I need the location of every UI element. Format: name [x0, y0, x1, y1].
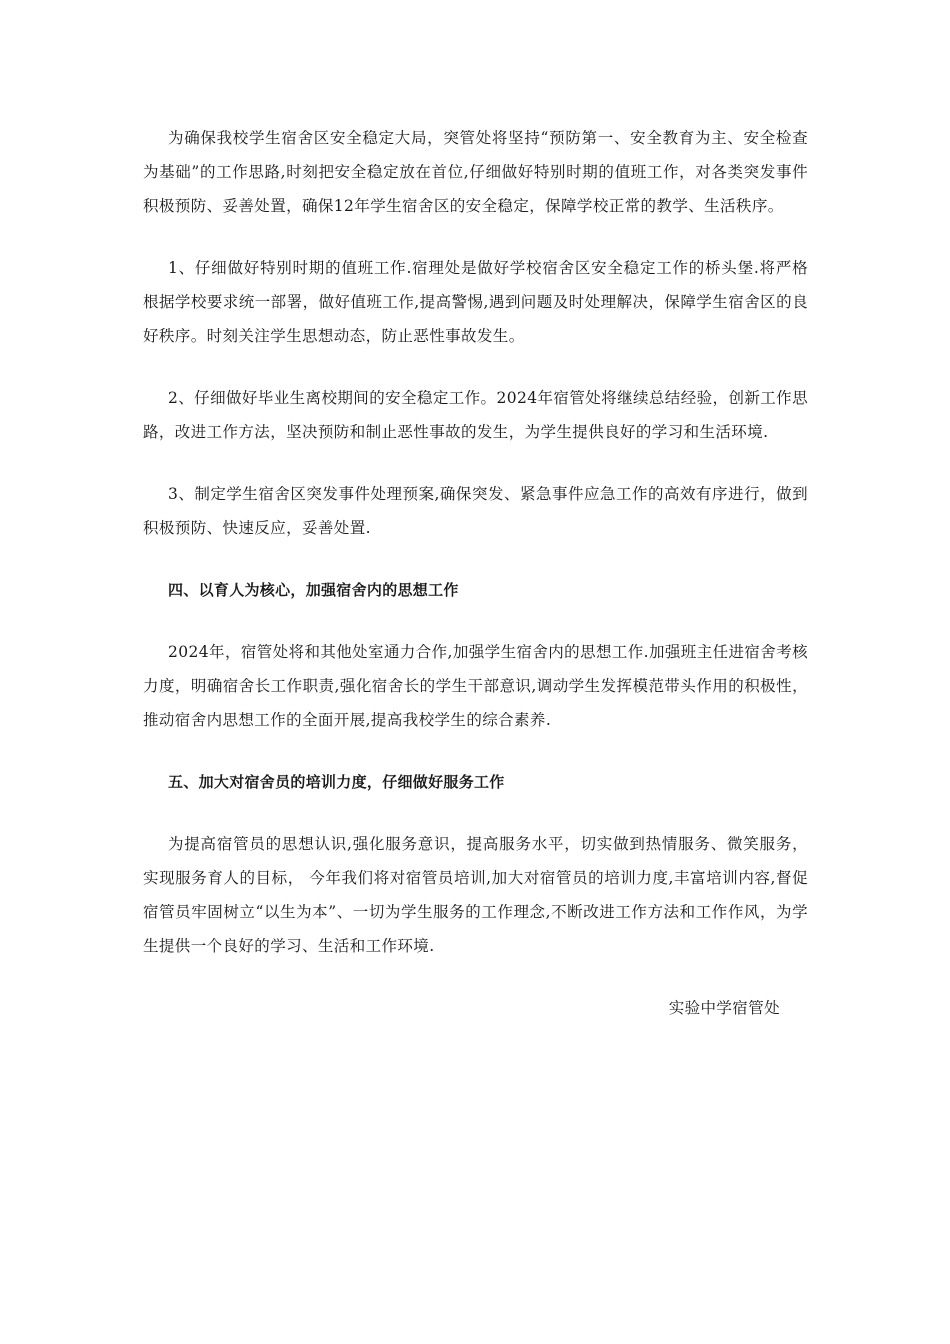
- item-1-paragraph: 1、仔细做好特别时期的值班工作.宿理处是做好学校宿舍区安全稳定工作的桥头堡.将严格根据学校要求统一部署，做好值班工作,提高警惕,遇到问题及时处理解决，保障学生宿舍区的良好秩序。时刻关注学生思想动态，防止恶性事故发生。: [143, 259, 808, 345]
- intro-paragraph: 为确保我校学生宿舍区安全稳定大局，突管处将坚持“预防第一、安全教育为主、安全检查为基础”的工作思路,时刻把安全稳定放在首位,仔细做好特别时期的值班工作，对各类突发事件积极预防、妥善处置，确保12年学生宿舍区的安全稳定，保障学校正常的教学、生活秩序。: [143, 129, 808, 215]
- item-3-paragraph: 3、制定学生宿舍区突发事件处理预案,确保突发、紧急事件应急工作的高效有序进行，做到积极预防、快速反应，妥善处置.: [143, 485, 808, 537]
- item-2-paragraph: 2、仔细做好毕业生离校期间的安全稳定工作。2024年宿管处将继续总结经验，创新工作思路，改进工作方法，坚决预防和制止恶性事故的发生，为学生提供良好的学习和生活环境.: [143, 389, 808, 441]
- section-5-paragraph: 为提高宿管员的思想认识,强化服务意识，提高服务水平，切实做到热情服务、微笑服务，实现服务育人的目标， 今年我们将对宿管员培训,加大对宿管员的培训力度,丰富培训内容,督促宿管员牢固树立“以生为本”、一切为学生服务的工作理念,不断改进工作方法和工作作风，为学生提供一个良好的学习、生活和工作环境.: [143, 835, 808, 955]
- document-body: [143, 121, 808, 1025]
- section-4-heading: 四、以育人为核心，加强宿舍内的思想工作: [168, 581, 459, 599]
- section-4-paragraph: 2024年，宿管处将和其他处室通力合作,加强学生宿舍内的思想工作.加强班主任进宿舍考核力度，明确宿舍长工作职责,强化宿舍长的学生干部意识,调动学生发挥模范带头作用的积极性，推动宿舍内思想工作的全面开展,提高我校学生的综合素养.: [143, 643, 809, 729]
- section-5-heading: 五、加大对宿舍员的培训力度，仔细做好服务工作: [168, 773, 505, 791]
- signature: 实验中学宿管处: [668, 999, 780, 1017]
